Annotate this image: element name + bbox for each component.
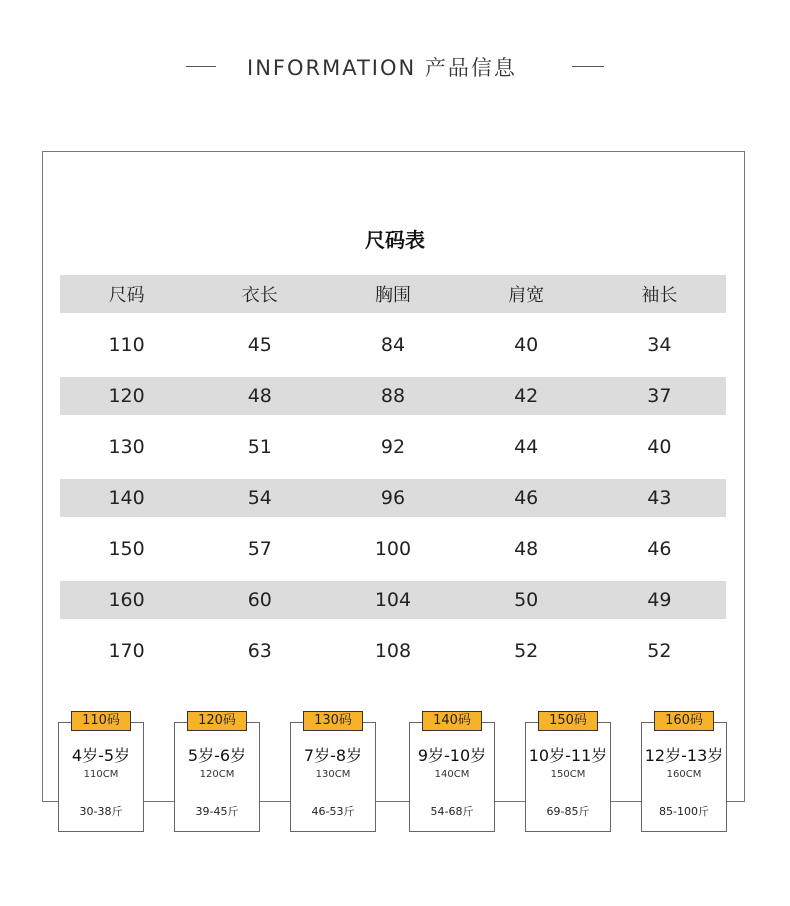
table-row — [60, 377, 726, 415]
table-row — [60, 326, 726, 364]
table-cell: 110 — [108, 334, 145, 356]
weight-range: 39-45斤 — [195, 805, 239, 818]
table-cell: 84 — [380, 334, 406, 356]
table-header-row — [60, 275, 726, 313]
table-cell: 48 — [247, 385, 272, 407]
column-header: 尺码 — [108, 285, 145, 306]
height-value: 140CM — [434, 769, 470, 780]
size-table — [60, 275, 726, 683]
page-title: INFORMATION 产品信息 — [247, 56, 517, 80]
table-cell: 160 — [108, 589, 145, 611]
table-row — [60, 428, 726, 466]
table-cell: 50 — [514, 589, 539, 611]
age-range: 4岁-5岁 — [71, 746, 131, 765]
column-header: 衣长 — [241, 285, 278, 306]
header-rule-right — [572, 66, 604, 67]
table-row — [60, 581, 726, 619]
table-cell: 63 — [247, 640, 272, 662]
size-card — [641, 713, 727, 832]
weight-range: 46-53斤 — [311, 805, 355, 818]
age-range: 5岁-6岁 — [187, 746, 247, 765]
size-card — [290, 713, 376, 832]
size-badge: 120码 — [187, 711, 247, 731]
table-cell: 57 — [247, 538, 272, 560]
table-cell: 60 — [247, 589, 272, 611]
size-badge: 150码 — [538, 711, 598, 731]
table-cell: 104 — [374, 589, 412, 611]
weight-range: 69-85斤 — [546, 805, 590, 818]
column-header: 胸围 — [374, 285, 411, 306]
age-range: 7岁-8岁 — [303, 746, 363, 765]
size-card — [409, 713, 495, 832]
table-cell: 37 — [647, 385, 672, 407]
column-header: 袖长 — [641, 285, 678, 306]
size-badge: 140码 — [422, 711, 482, 731]
table-cell: 130 — [108, 436, 145, 458]
size-card — [174, 713, 260, 832]
table-cell: 108 — [374, 640, 412, 662]
table-row — [60, 530, 726, 568]
table-cell: 45 — [247, 334, 272, 356]
table-cell: 49 — [647, 589, 672, 611]
size-badge: 160码 — [654, 711, 714, 731]
table-cell: 48 — [514, 538, 539, 560]
table-cell: 170 — [108, 640, 145, 662]
size-card — [525, 713, 611, 832]
size-table-title: 尺码表 — [365, 228, 425, 252]
table-cell: 100 — [374, 538, 412, 560]
table-cell: 92 — [380, 436, 406, 458]
size-badge: 130码 — [303, 711, 363, 731]
height-value: 130CM — [315, 769, 351, 780]
height-value: 160CM — [666, 769, 702, 780]
table-cell: 42 — [514, 385, 539, 407]
table-cell: 52 — [647, 640, 672, 662]
table-cell: 96 — [380, 487, 406, 509]
age-range: 10岁-11岁 — [528, 746, 608, 765]
table-row — [60, 479, 726, 517]
weight-range: 30-38斤 — [79, 805, 123, 818]
age-range: 12岁-13岁 — [644, 746, 724, 765]
table-cell: 40 — [647, 436, 672, 458]
height-value: 120CM — [199, 769, 235, 780]
table-cell: 46 — [647, 538, 672, 560]
size-cards — [0, 710, 790, 840]
table-cell: 150 — [108, 538, 145, 560]
table-cell: 51 — [247, 436, 272, 458]
height-value: 150CM — [550, 769, 586, 780]
table-row — [60, 632, 726, 670]
weight-range: 54-68斤 — [430, 805, 474, 818]
info-header — [0, 46, 790, 86]
table-cell: 44 — [514, 436, 539, 458]
size-badge: 110码 — [71, 711, 131, 731]
age-range: 9岁-10岁 — [417, 746, 487, 765]
column-header: 肩宽 — [508, 285, 545, 306]
header-rule-left — [186, 66, 216, 67]
table-cell: 88 — [380, 385, 406, 407]
table-cell: 140 — [108, 487, 145, 509]
table-cell: 54 — [247, 487, 272, 509]
size-card — [58, 713, 144, 832]
table-cell: 40 — [514, 334, 539, 356]
table-cell: 34 — [647, 334, 672, 356]
table-cell: 46 — [514, 487, 539, 509]
table-cell: 120 — [108, 385, 145, 407]
table-cell: 43 — [647, 487, 672, 509]
height-value: 110CM — [83, 769, 119, 780]
weight-range: 85-100斤 — [659, 805, 709, 818]
table-cell: 52 — [514, 640, 539, 662]
